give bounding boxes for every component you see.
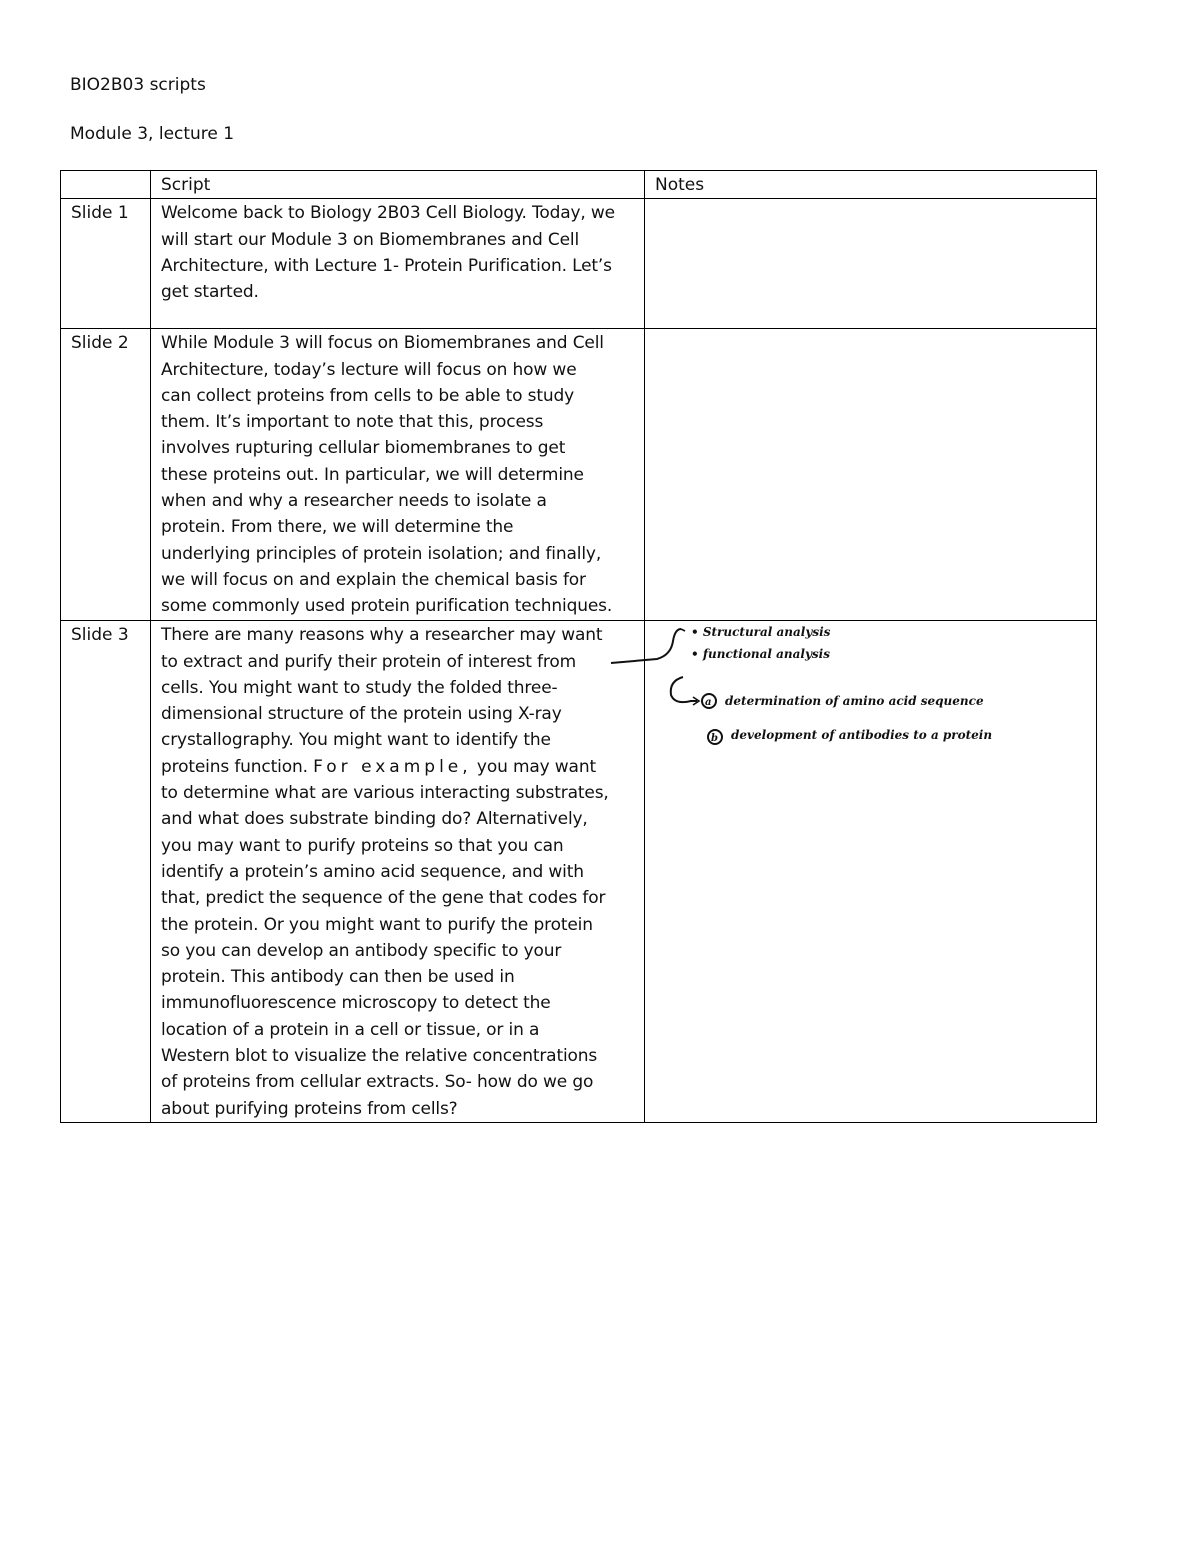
notes-cell-handwritten <box>645 621 1097 1123</box>
note-functional-analysis: • functional analysis <box>691 647 830 662</box>
document-title: BIO2B03 scripts <box>70 75 206 95</box>
slide-label: Slide 1 <box>61 199 151 329</box>
table-row <box>61 621 1097 1123</box>
script-line: of proteins from cellular extracts. So- how do we go <box>161 1072 594 1093</box>
circled-letter-a: a <box>705 697 712 709</box>
script-cell <box>151 621 645 1123</box>
script-line: involves rupturing cellular biomembranes to get <box>161 438 566 459</box>
slide-label: Slide 3 <box>61 621 151 1123</box>
handwritten-annotations <box>645 621 1097 761</box>
connector-tip-stroke <box>681 629 685 631</box>
script-line: and what does substrate binding do? Alternatively, <box>161 809 588 830</box>
script-line-part: proteins function. <box>161 756 308 777</box>
script-line: the protein. Or you might want to purify the protein <box>161 914 593 935</box>
script-line: that, predict the sequence of the gene that codes for <box>161 888 606 909</box>
script-line: protein. This antibody can then be used in <box>161 967 515 988</box>
document-subtitle: Module 3, lecture 1 <box>70 124 235 144</box>
script-line: can collect proteins from cells to be able to study <box>161 385 575 406</box>
script-line: them. It’s important to note that this, process <box>161 412 544 433</box>
note-structural-analysis: • Structural analysis <box>691 625 831 640</box>
script-line: get started. <box>161 282 259 303</box>
table-header-row <box>61 171 1097 199</box>
script-line: Architecture, today’s lecture will focus on how we <box>161 359 577 380</box>
note-antibodies: development of antibodies to a protein <box>731 728 993 743</box>
script-line: There are many reasons why a researcher may want <box>161 625 603 646</box>
script-line: Architecture, with Lecture 1- Protein Purification. Let’s <box>161 255 612 276</box>
script-line: to determine what are various interacting substrates, <box>161 783 609 804</box>
script-line: about purifying proteins from cells? <box>161 1098 458 1119</box>
note-amino-acid-sequence: determination of amino acid sequence <box>725 694 984 709</box>
script-line: While Module 3 will focus on Biomembranes and Cell <box>161 333 604 354</box>
header-script: Script <box>151 171 645 199</box>
script-line: immunofluorescence microscopy to detect the <box>161 993 551 1014</box>
script-line: cells. You might want to study the folded three- <box>161 677 558 698</box>
script-line-compound <box>161 754 634 780</box>
script-line: location of a protein in a cell or tissue, or in a <box>161 1019 540 1040</box>
script-line: you may want to purify proteins so that you can <box>161 835 564 856</box>
table-row <box>61 199 1097 329</box>
script-line: these proteins out. In particular, we will determine <box>161 464 584 485</box>
script-line: crystallography. You might want to identify the <box>161 730 551 751</box>
script-line: Western blot to visualize the relative concentrations <box>161 1046 598 1067</box>
script-line-part: you may want <box>476 756 596 777</box>
script-line: to extract and purify their protein of interest from <box>161 651 577 672</box>
script-line: protein. From there, we will determine the <box>161 517 514 538</box>
header-notes: Notes <box>645 171 1097 199</box>
notes-cell <box>645 329 1097 621</box>
script-cell <box>151 199 645 329</box>
table-row <box>61 329 1097 621</box>
script-line: some commonly used protein purification techniques. <box>161 596 613 617</box>
notes-cell <box>645 199 1097 329</box>
script-line-part-spaced: For example, <box>313 756 472 777</box>
script-line: Welcome back to Biology 2B03 Cell Biology. Today, we <box>161 203 615 224</box>
script-line: when and why a researcher needs to isolate a <box>161 491 547 512</box>
script-line: so you can develop an antibody specific to your <box>161 940 562 961</box>
script-line: underlying principles of protein isolation; and finally, <box>161 543 602 564</box>
slide-label: Slide 2 <box>61 329 151 621</box>
hook-arrow-stroke <box>671 677 697 702</box>
header-slide <box>61 171 151 199</box>
script-line: identify a protein’s amino acid sequence, and with <box>161 861 584 882</box>
script-table <box>60 170 1097 1123</box>
circled-letter-b: b <box>711 733 718 745</box>
script-line: dimensional structure of the protein using X-ray <box>161 704 562 725</box>
script-line: will start our Module 3 on Biomembranes and Cell <box>161 229 580 250</box>
script-cell <box>151 329 645 621</box>
script-line: we will focus on and explain the chemical basis for <box>161 569 586 590</box>
